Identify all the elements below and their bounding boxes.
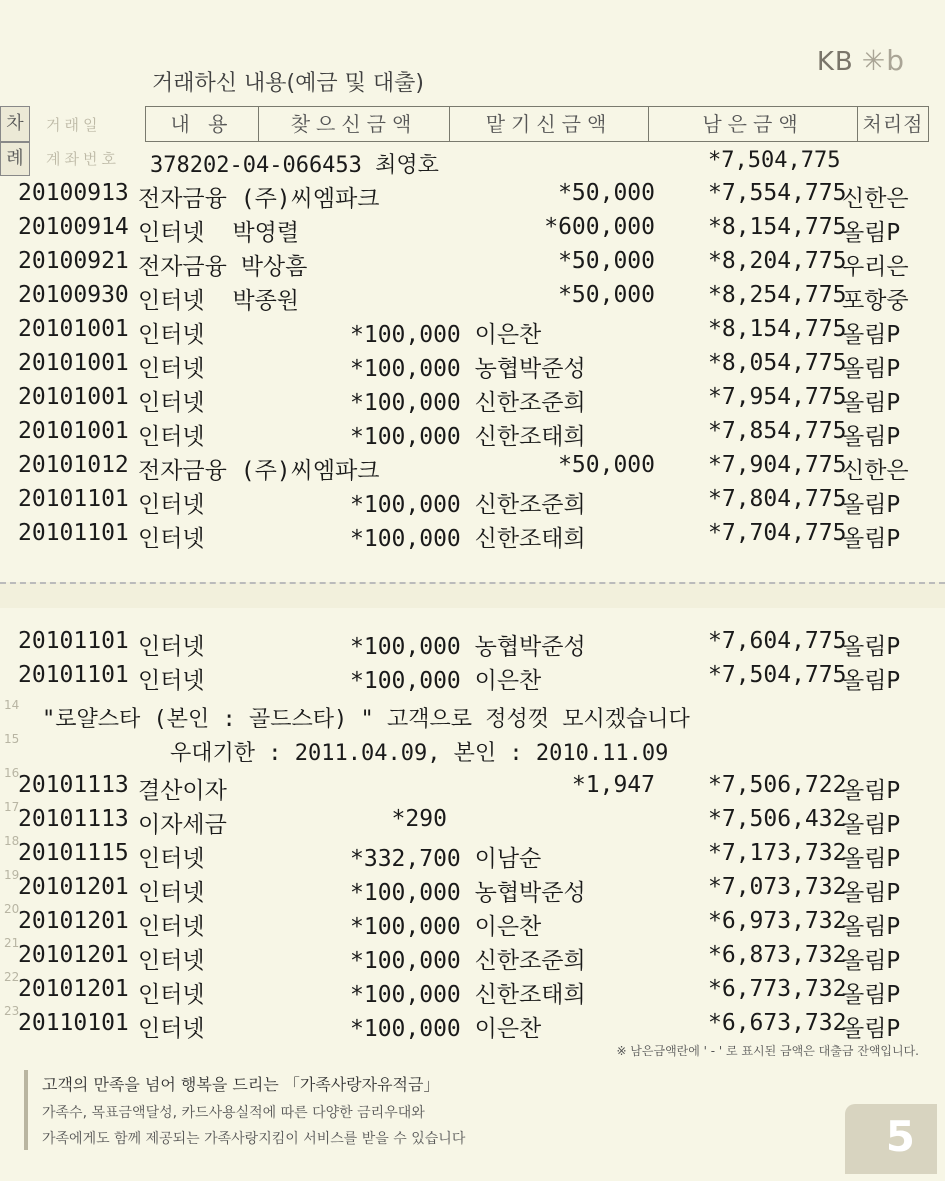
transaction-balance: *7,704,775 [708, 520, 847, 546]
transaction-withdraw: *100,000 이은찬 [350, 322, 542, 348]
line-number: 15 [4, 732, 20, 746]
kb-logo [817, 44, 905, 77]
header-deposit: 맡기신금액 [449, 106, 649, 142]
transaction-balance: *6,773,732 [708, 976, 847, 1002]
transaction-desc: 인터넷 [138, 880, 205, 906]
transaction-withdraw: *332,700 이남순 [350, 846, 542, 872]
transaction-date: 20101101 [18, 520, 129, 546]
transaction-date: 20100930 [18, 282, 129, 308]
page-fold [0, 582, 945, 608]
vip-period: 우대기한 : 2011.04.09, 본인 : 2010.11.09 [170, 741, 669, 766]
transaction-branch: 올림P [842, 634, 901, 660]
transaction-balance: *8,254,775 [708, 282, 847, 308]
transaction-desc: 인터넷 [138, 492, 205, 518]
header-content: 내 용 [145, 106, 259, 142]
transaction-balance: *8,154,775 [708, 316, 847, 342]
transaction-date: 20100921 [18, 248, 129, 274]
header-withdraw: 찾으신금액 [258, 106, 450, 142]
footer-line-2: 가족에게도 함께 제공되는 가족사랑지킴이 서비스를 받을 수 있습니다 [42, 1131, 466, 1147]
transaction-date: 20101113 [18, 772, 129, 798]
transaction-desc: 전자금융 (주)씨엠파크 [138, 458, 380, 484]
transaction-branch: 올림P [842, 424, 901, 450]
transaction-withdraw: *100,000 신한조준희 [350, 948, 586, 974]
transaction-desc: 인터넷 [138, 668, 205, 694]
transaction-date: 20101101 [18, 662, 129, 688]
transaction-balance: *7,506,722 [708, 772, 847, 798]
transaction-date: 20100914 [18, 214, 129, 240]
transaction-desc: 인터넷 [138, 846, 205, 872]
transaction-branch: 올림P [842, 668, 901, 694]
transaction-desc: 인터넷 [138, 356, 205, 382]
line-number: 14 [4, 698, 20, 712]
transaction-balance: *8,154,775 [708, 214, 847, 240]
transaction-desc: 이자세금 [138, 812, 227, 838]
transaction-balance: *8,204,775 [708, 248, 847, 274]
transaction-branch: 올림P [842, 846, 901, 872]
transaction-branch: 올림P [842, 492, 901, 518]
footer-line-1: 가족수, 목표금액달성, 카드사용실적에 따른 다양한 금리우대와 [42, 1105, 425, 1121]
transaction-withdraw: *100,000 이은찬 [350, 914, 542, 940]
transaction-desc: 인터넷 [138, 982, 205, 1008]
transaction-branch: 신한은 [842, 186, 909, 212]
page-number: 5 [885, 1112, 915, 1161]
date-label: 거래일 [46, 116, 102, 134]
transaction-desc: 인터넷 [138, 1016, 205, 1042]
transaction-date: 20101012 [18, 452, 129, 478]
transaction-balance: *7,804,775 [708, 486, 847, 512]
transaction-withdraw: *290 [350, 806, 447, 832]
transaction-branch: 올림P [842, 390, 901, 416]
line-number: 23 [4, 1004, 20, 1018]
transaction-branch: 올림P [842, 526, 901, 552]
transaction-withdraw: *100,000 신한조태희 [350, 424, 586, 450]
table-header [0, 106, 930, 142]
transaction-balance: *7,506,432 [708, 806, 847, 832]
brand-name: KB [816, 47, 854, 77]
transaction-withdraw: *100,000 이은찬 [350, 1016, 542, 1042]
transaction-withdraw: *100,000 이은찬 [350, 668, 542, 694]
transaction-desc: 인터넷 [138, 424, 205, 450]
transaction-desc: 인터넷 [138, 322, 205, 348]
line-number: 22 [4, 970, 20, 984]
transaction-desc: 인터넷 박종원 [138, 288, 300, 314]
transaction-deposit: *50,000 [558, 282, 655, 308]
transaction-withdraw: *100,000 신한조준희 [350, 492, 586, 518]
transaction-desc: 인터넷 [138, 948, 205, 974]
transaction-date: 20101115 [18, 840, 129, 866]
transaction-branch: 올림P [842, 948, 901, 974]
transaction-desc: 전자금융 (주)씨엠파크 [138, 186, 380, 212]
transaction-deposit: *1,947 [571, 772, 655, 798]
transaction-date: 20101001 [18, 384, 129, 410]
transaction-branch: 올림P [842, 880, 901, 906]
transaction-branch: 올림P [842, 356, 901, 382]
transaction-date: 20101201 [18, 908, 129, 934]
page-number-badge [845, 1104, 937, 1174]
line-number: 19 [4, 868, 20, 882]
transaction-desc: 전자금융 박상흠 [138, 254, 308, 280]
transaction-balance: *6,673,732 [708, 1010, 847, 1036]
transaction-balance: *7,504,775 [708, 662, 847, 688]
transaction-branch: 신한은 [842, 458, 909, 484]
transaction-date: 20101101 [18, 486, 129, 512]
line-number: 17 [4, 800, 20, 814]
transaction-date: 20101001 [18, 418, 129, 444]
transaction-branch: 올림P [842, 1016, 901, 1042]
account-number: 378202-04-066453 최영호 [150, 153, 439, 178]
side-label-cha: 차 [0, 106, 30, 142]
transaction-balance: *7,854,775 [708, 418, 847, 444]
line-number: 20 [4, 902, 20, 916]
transaction-deposit: *600,000 [544, 214, 655, 240]
transaction-branch: 올림P [842, 778, 901, 804]
transaction-date: 20101113 [18, 806, 129, 832]
transaction-withdraw: *100,000 신한조태희 [350, 982, 586, 1008]
transaction-date: 20101201 [18, 942, 129, 968]
transaction-date: 20101201 [18, 874, 129, 900]
transaction-branch: 올림P [842, 220, 901, 246]
transaction-branch: 우리은 [842, 254, 909, 280]
header-branch: 처리점 [857, 106, 929, 142]
transaction-balance: *7,954,775 [708, 384, 847, 410]
transaction-balance: *6,973,732 [708, 908, 847, 934]
transaction-balance: *7,904,775 [708, 452, 847, 478]
footer-note: ※ 남은금액란에 ' - ' 로 표시된 금액은 대출금 잔액입니다. [616, 1044, 919, 1058]
transaction-deposit: *50,000 [558, 452, 655, 478]
kb-star-icon: ✳b [861, 44, 905, 77]
account-label: 계좌번호 [46, 150, 120, 168]
transaction-desc: 인터넷 [138, 634, 205, 660]
transaction-branch: 올림P [842, 322, 901, 348]
header-balance: 남은금액 [648, 106, 858, 142]
transaction-date: 20101001 [18, 350, 129, 376]
transaction-date: 20101001 [18, 316, 129, 342]
transaction-withdraw: *100,000 농협박준성 [350, 880, 586, 906]
footer-heading: 고객의 만족을 넘어 행복을 드리는 「가족사랑자유적금」 [42, 1075, 440, 1094]
transaction-withdraw: *100,000 농협박준성 [350, 356, 586, 382]
transaction-branch: 포항중 [842, 288, 909, 314]
side-label-rye: 례 [0, 142, 30, 176]
transaction-withdraw: *100,000 농협박준성 [350, 634, 586, 660]
transaction-desc: 인터넷 박영렬 [138, 220, 300, 246]
transaction-date: 20101201 [18, 976, 129, 1002]
transaction-date: 20100913 [18, 180, 129, 206]
transaction-date: 20101101 [18, 628, 129, 654]
transaction-desc: 인터넷 [138, 526, 205, 552]
transaction-branch: 올림P [842, 982, 901, 1008]
transaction-desc: 결산이자 [138, 778, 227, 804]
transaction-balance: *7,173,732 [708, 840, 847, 866]
transaction-balance: *7,604,775 [708, 628, 847, 654]
page-title: 거래하신 내용(예금 및 대출) [152, 71, 424, 96]
transaction-desc: 인터넷 [138, 390, 205, 416]
transaction-balance: *7,554,775 [708, 180, 847, 206]
line-number: 16 [4, 766, 20, 780]
transaction-withdraw: *100,000 신한조태희 [350, 526, 586, 552]
transaction-date: 20110101 [18, 1010, 129, 1036]
transaction-balance: *7,073,732 [708, 874, 847, 900]
transaction-branch: 올림P [842, 914, 901, 940]
transaction-withdraw: *100,000 신한조준희 [350, 390, 586, 416]
footer-accent [24, 1070, 28, 1150]
transaction-branch: 올림P [842, 812, 901, 838]
vip-notice: "로얄스타 (본인 : 골드스타) " 고객으로 정성껏 모시겠습니다 [42, 707, 690, 732]
transaction-desc: 인터넷 [138, 914, 205, 940]
line-number: 18 [4, 834, 20, 848]
line-number: 21 [4, 936, 20, 950]
transaction-balance: *8,054,775 [708, 350, 847, 376]
transaction-balance: *6,873,732 [708, 942, 847, 968]
transaction-deposit: *50,000 [558, 248, 655, 274]
account-balance: *7,504,775 [708, 148, 841, 173]
transaction-deposit: *50,000 [558, 180, 655, 206]
